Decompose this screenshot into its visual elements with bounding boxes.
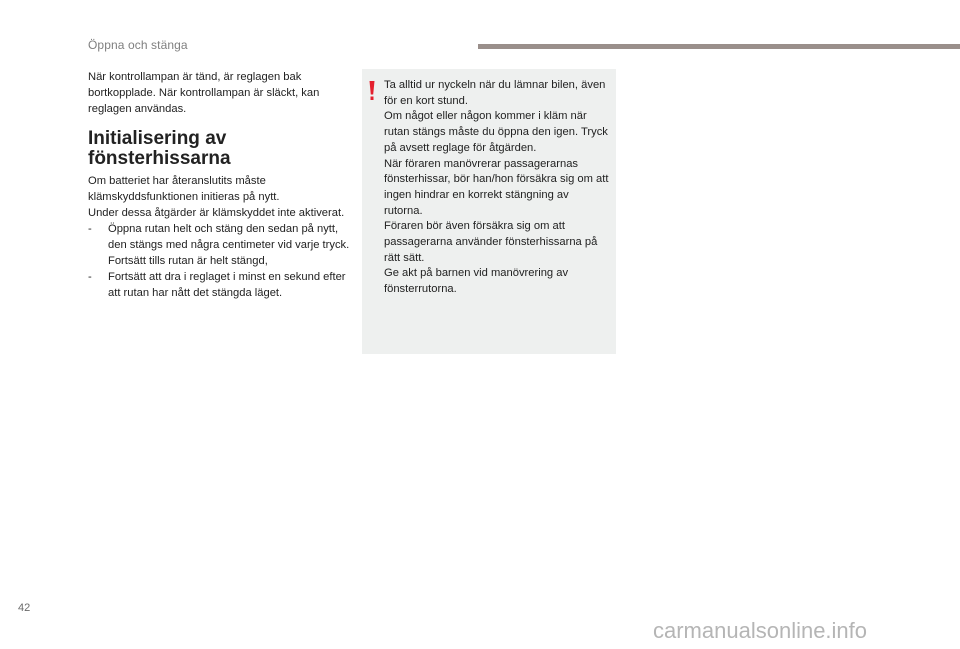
list-dash: - [88,271,92,283]
steps-list [88,221,350,301]
heading-line-2: fönsterhissarna [88,148,231,169]
watermark-text: carmanualsonline.info [653,618,868,643]
header-bar [478,44,960,49]
left-column [88,69,350,301]
page-number: 42 [18,602,31,614]
list-item-text: Öppna rutan helt och stäng den sedan på nytt, den stängs med några centimeter vid varje tryck. Fortsätt tills rutan är helt stängd, [108,223,350,267]
body-paragraph-2: Under dessa åtgärder är klämskyddet inte aktiverat. [88,207,345,219]
warning-box [362,69,616,354]
warning-paragraph-1: Ta alltid ur nyckeln när du lämnar bilen, även för en kort stund. [384,79,606,107]
heading-line-1: Initialisering av [88,128,227,149]
list-dash: - [88,223,92,235]
warning-paragraph-4: Föraren bör även försäkra sig om att passagerarna använder fönsterhissarna på rätt sätt. [384,220,598,264]
warning-paragraph-2: Om något eller någon kommer i kläm när rutan stängs måste du öppna den igen. Tryck på avsett reglage för åtgärden. [384,110,608,154]
list-item [88,221,350,269]
section-heading [88,129,350,169]
list-item-text: Fortsätt att dra i reglaget i minst en sekund efter att rutan har nått det stängda läget. [108,271,346,299]
intro-paragraph: När kontrollampan är tänd, är reglagen bak bortkopplade. När kontrollampan är släckt, kan reglagen användas. [88,71,320,115]
list-item [88,269,350,301]
warning-paragraph-3: När föraren manövrerar passagerarnas fönsterhissar, bör han/hon försäkra sig om att ingen hindrar en korrekt stängning av rutorna. [384,157,609,217]
body-paragraph-1: Om batteriet har återanslutits måste klämskyddsfunktionen initieras på nytt. [88,175,280,203]
warning-paragraph-5: Ge akt på barnen vid manövrering av fönsterrutorna. [384,267,569,296]
warning-exclamation-icon [368,81,376,101]
section-header: Öppna och stänga [88,38,188,52]
